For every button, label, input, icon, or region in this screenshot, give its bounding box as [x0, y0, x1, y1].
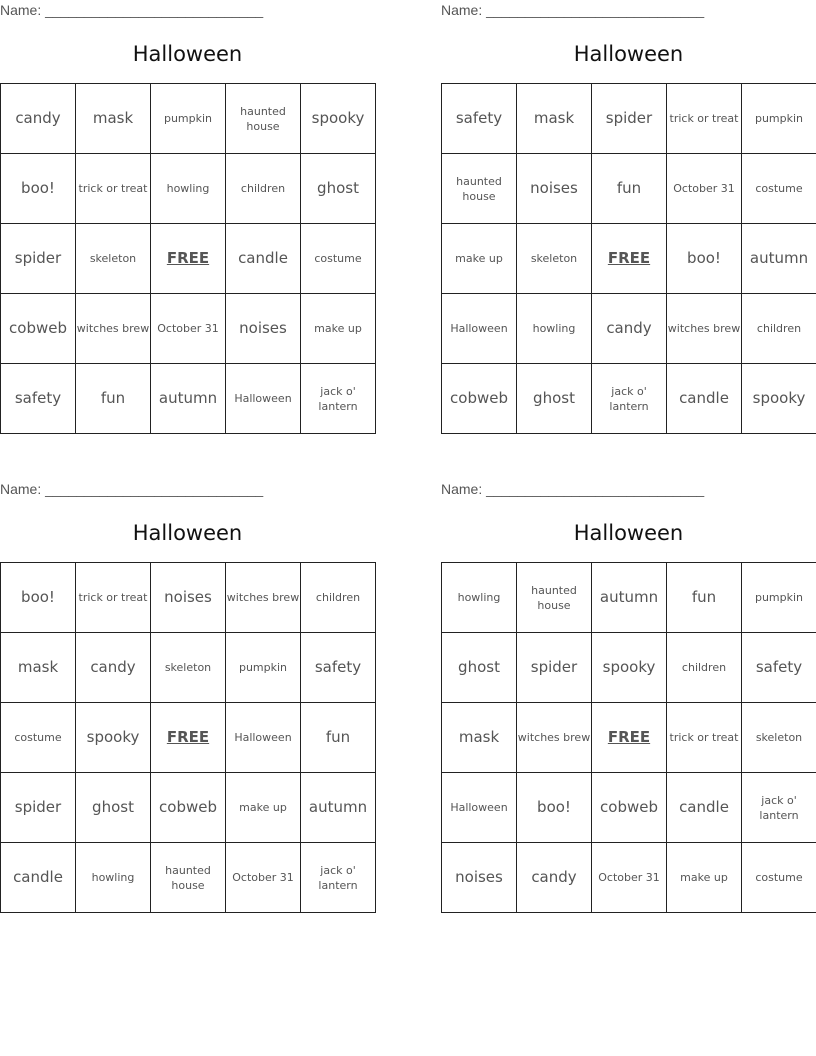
bingo-cell: pumpkin — [742, 563, 816, 633]
bingo-cell: trick or treat — [76, 154, 151, 224]
bingo-grid — [0, 83, 376, 434]
bingo-cell: costume — [742, 843, 816, 913]
bingo-cell: boo! — [517, 773, 592, 843]
bingo-cell: cobweb — [442, 364, 517, 434]
bingo-cell: fun — [301, 703, 376, 773]
bingo-cell: Halloween — [226, 703, 301, 773]
name-field-label: Name: ____________________________ — [0, 481, 264, 497]
grid-row — [1, 364, 376, 434]
grid-row — [442, 563, 816, 633]
bingo-cell: make up — [226, 773, 301, 843]
bingo-cell: ghost — [76, 773, 151, 843]
bingo-cell: October 31 — [151, 294, 226, 364]
bingo-cell: witches brew — [226, 563, 301, 633]
bingo-cell: candy — [592, 294, 667, 364]
bingo-cell: children — [742, 294, 816, 364]
grid-row — [1, 154, 376, 224]
bingo-cell: children — [667, 633, 742, 703]
grid-row — [442, 84, 816, 154]
free-space: FREE — [151, 703, 226, 773]
bingo-cell: autumn — [592, 563, 667, 633]
name-field-label: Name: ____________________________ — [0, 2, 264, 18]
bingo-cell: mask — [442, 703, 517, 773]
bingo-cell: candy — [1, 84, 76, 154]
grid-row — [1, 633, 376, 703]
grid-row — [442, 224, 816, 294]
bingo-cell: candy — [76, 633, 151, 703]
grid-row — [1, 224, 376, 294]
free-space: FREE — [592, 703, 667, 773]
bingo-cell: boo! — [667, 224, 742, 294]
bingo-cell: candle — [226, 224, 301, 294]
bingo-cell: noises — [442, 843, 517, 913]
bingo-cell: October 31 — [667, 154, 742, 224]
grid-row — [442, 843, 816, 913]
bingo-cell: haunted house — [442, 154, 517, 224]
bingo-cell: noises — [517, 154, 592, 224]
bingo-cell: jack o' lantern — [301, 843, 376, 913]
bingo-cell: costume — [1, 703, 76, 773]
bingo-cell: candle — [1, 843, 76, 913]
bingo-cell: haunted house — [517, 563, 592, 633]
grid-row — [442, 364, 816, 434]
bingo-cell: howling — [76, 843, 151, 913]
bingo-cell: costume — [301, 224, 376, 294]
bingo-cell: fun — [667, 563, 742, 633]
bingo-cell: autumn — [301, 773, 376, 843]
bingo-cell: jack o' lantern — [592, 364, 667, 434]
bingo-cell: safety — [442, 84, 517, 154]
free-space: FREE — [151, 224, 226, 294]
bingo-cell: spooky — [76, 703, 151, 773]
bingo-cell: trick or treat — [667, 703, 742, 773]
card-title: Halloween — [573, 42, 684, 66]
bingo-cell: mask — [517, 84, 592, 154]
grid-row — [1, 703, 376, 773]
bingo-cell: children — [301, 563, 376, 633]
bingo-cell: children — [226, 154, 301, 224]
bingo-cell: fun — [76, 364, 151, 434]
bingo-cell: pumpkin — [742, 84, 816, 154]
bingo-cell: costume — [742, 154, 816, 224]
bingo-cell: ghost — [517, 364, 592, 434]
bingo-cell: trick or treat — [667, 84, 742, 154]
bingo-cell: howling — [151, 154, 226, 224]
bingo-cell: autumn — [151, 364, 226, 434]
bingo-cell: howling — [517, 294, 592, 364]
bingo-cell: howling — [442, 563, 517, 633]
name-field-label: Name: ____________________________ — [441, 481, 705, 497]
bingo-cell: autumn — [742, 224, 816, 294]
bingo-cell: cobweb — [592, 773, 667, 843]
grid-row — [442, 703, 816, 773]
grid-row — [1, 773, 376, 843]
bingo-cell: spooky — [742, 364, 816, 434]
card-title: Halloween — [573, 521, 684, 545]
bingo-cell: safety — [1, 364, 76, 434]
bingo-cell: boo! — [1, 154, 76, 224]
grid-row — [442, 773, 816, 843]
bingo-cell: spooky — [592, 633, 667, 703]
bingo-cell: jack o' lantern — [742, 773, 816, 843]
bingo-cell: noises — [226, 294, 301, 364]
card-title: Halloween — [132, 42, 243, 66]
grid-row — [1, 563, 376, 633]
bingo-cell: haunted house — [226, 84, 301, 154]
bingo-cell: haunted house — [151, 843, 226, 913]
bingo-cell: boo! — [1, 563, 76, 633]
bingo-cell: candle — [667, 773, 742, 843]
bingo-cell: skeleton — [742, 703, 816, 773]
bingo-cell: noises — [151, 563, 226, 633]
grid-row — [1, 84, 376, 154]
bingo-cell: skeleton — [517, 224, 592, 294]
bingo-cell: candy — [517, 843, 592, 913]
bingo-cell: witches brew — [517, 703, 592, 773]
bingo-cell: make up — [301, 294, 376, 364]
bingo-cell: Halloween — [442, 773, 517, 843]
bingo-cell: spider — [1, 224, 76, 294]
bingo-cell: mask — [1, 633, 76, 703]
bingo-cell: fun — [592, 154, 667, 224]
grid-row — [1, 294, 376, 364]
bingo-cell: safety — [301, 633, 376, 703]
bingo-cell: safety — [742, 633, 816, 703]
bingo-cell: make up — [667, 843, 742, 913]
bingo-cell: pumpkin — [226, 633, 301, 703]
bingo-cell: skeleton — [151, 633, 226, 703]
bingo-cell: skeleton — [76, 224, 151, 294]
bingo-cell: spider — [1, 773, 76, 843]
bingo-cell: trick or treat — [76, 563, 151, 633]
bingo-cell: candle — [667, 364, 742, 434]
bingo-cell: ghost — [442, 633, 517, 703]
bingo-cell: Halloween — [226, 364, 301, 434]
bingo-cell: October 31 — [226, 843, 301, 913]
bingo-cell: spider — [517, 633, 592, 703]
name-field-label: Name: ____________________________ — [441, 2, 705, 18]
grid-row — [1, 843, 376, 913]
bingo-cell: cobweb — [151, 773, 226, 843]
bingo-cell: make up — [442, 224, 517, 294]
bingo-cell: cobweb — [1, 294, 76, 364]
bingo-cell: witches brew — [667, 294, 742, 364]
bingo-cell: jack o' lantern — [301, 364, 376, 434]
card-title: Halloween — [132, 521, 243, 545]
free-space: FREE — [592, 224, 667, 294]
bingo-grid — [441, 83, 816, 434]
bingo-cell: pumpkin — [151, 84, 226, 154]
bingo-cell: spooky — [301, 84, 376, 154]
grid-row — [442, 633, 816, 703]
bingo-cell: ghost — [301, 154, 376, 224]
bingo-cell: witches brew — [76, 294, 151, 364]
bingo-cell: mask — [76, 84, 151, 154]
grid-row — [442, 154, 816, 224]
bingo-cell: Halloween — [442, 294, 517, 364]
bingo-grid — [441, 562, 816, 913]
bingo-cell: October 31 — [592, 843, 667, 913]
bingo-grid — [0, 562, 376, 913]
bingo-cell: spider — [592, 84, 667, 154]
grid-row — [442, 294, 816, 364]
